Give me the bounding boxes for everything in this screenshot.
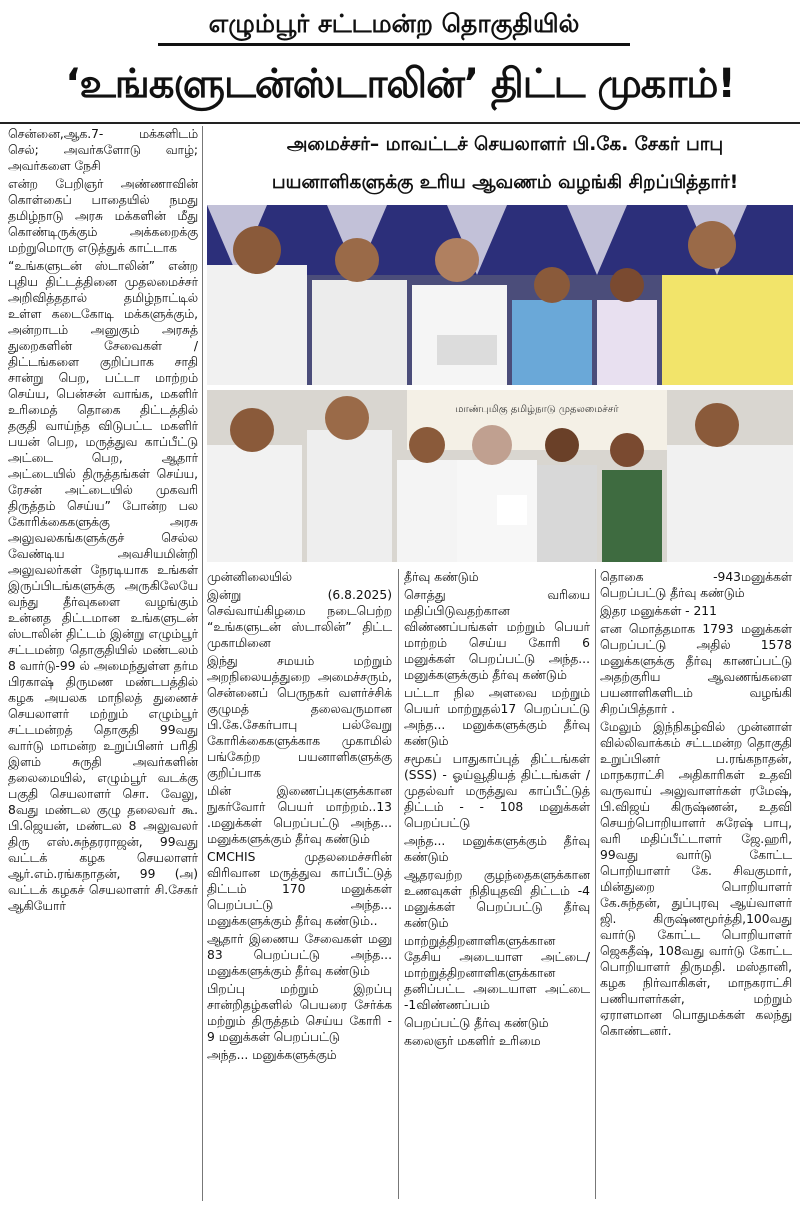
headline-separator	[0, 122, 800, 124]
paragraph: “உங்களுடன் ஸ்டாலின்” என்ற புதிய திட்டத்தினை முதலமைச்சர் அறிவித்ததால் தமிழ்நாட்டில் உள்ள கடைகோடி மக்களுக்கும், அன்றாடம் அனுகும் அரசுத் துறைகளின் சேவைகள் /திட்டங்களை குறிப்பாக சாதி சான்று பெற, பட்டா மாற்றம் செய்ய, பென்சன் வாங்க, மகளிர் உரிமைத் தொகை திட்டத்தில் தகுதி வாய்ந்த விடுபட்ட மகளிர் பயன் பெற, மருத்துவ காப்பீட்டு அட்டை பெற, ஆதார் அட்டையில் திருத்தங்கள் செய்ய, ரேசன் அட்டையில் முகவரி திருத்தம் செய்ய” போன்ற பல கோரிக்கைகளுக்கு அரசு அலுவலகங்களுக்குச் செல்ல வேண்டிய அவசியமின்றி அலுவலர்கள் நேரடியாக உங்கள் இருப்பிடங்களுக்கு அருகிலேயே வந்து தீர்வுகளை வழங்கும் உன்னத திட்டமான உங்களுடன் ஸ்டாலின் திட்டம் இன்று எழும்பூர் சட்டமன்ற தொகுதியில் மண்டலம் 8 வார்டு-99 ல் அமைந்துள்ள தர்ம பிரகாஷ் திருமண மண்டபத்தில் கழக அயலக மாநிலத் துணைச் செயலாளர் மற்றும் எழும்பூர் சட்டமன்றத் தொகுதி 99வது வார்டு மாமன்ற உறுப்பினர் பரிதி இளம் சுருதி அவர்களின் தலைமையில், எழும்பூர் வடக்கு பகுதி செயலாளர் சொ. வேலு, 8வது மண்டல குழு தலைவர் கூ. பி.ஜெயன், மண்டல 8 அலுவலர் திரு எஸ்.சுந்தரராஜன், 99வது வட்டக் கழக செயலாளர் ஆர்.எம்.ரங்கநாதன், 99 (அ) வட்டக் கழகச் செயலாளர் சி.சேகர் ஆகியோர்	[8, 259, 198, 913]
paragraph: மாற்றுத்திறனாளிகளுக்கான தேசிய அடையாள அட்டை/ மாற்றுத்திறனாளிகளுக்கான தனிப்பட்ட அடையாள அட்டை -1விண்ணப்பம்	[404, 934, 590, 1012]
event-photo-1-graphic	[207, 205, 793, 385]
paragraph: பிறப்பு மற்றும் இறப்பு சான்றிதழ்களில் பெயரை சேர்க்க மற்றும் திருத்தம் செய்ய கோரி - 9 மனுக்கள் பெறப்பட்டு	[207, 982, 392, 1044]
article-column-4	[600, 569, 792, 1205]
kicker-underline	[158, 43, 630, 46]
paragraph: மேலும் இந்நிகழ்வில் முன்னாள் வில்லிவாக்கம் சட்டமன்ற தொகுதி உறுப்பினர் ப.ரங்கநாதன், மாநகராட்சி அதிகாரிகள் உதவி வருவாய் அலுவாளர்கள் ரமேஷ், பி.விஜய் கிருஷ்ணன், உதவி செயற்பொறியாளர் சுரேஷ் பாபு, வரி மதிப்பீட்டாளர் ஜே.ஹரி, 99வது வார்டு கோட்ட பொறியாளர் கே. சிவகுமார், மின்துறை பொறியாளர் கே.சுந்தன், துப்புரவு ஆய்வாளர் ஜி. கிருஷ்ணமூர்த்தி,100வது வார்டு கோட்ட பொறியாளர் ஜெகதீஷ், 108வது வார்டு கோட்ட பொறியாளர் திருமதி. மஸ்தானி, கழக நிர்வாகிகள், மாநகராட்சி பணியாளர்கள், மற்றும் ஏராளமான பொதுமக்கள் கலந்து கொண்டனர்.	[600, 720, 792, 1038]
paragraph: சொத்து வரியை மதிப்பிடுவதற்கான விண்ணப்பங்கள் மற்றும் பெயர் மாற்றம் செய்ய கோரி 6 மனுக்கள் பெறப்பட்டு அந்த... மனுக்களுக்கும் தீர்வு கண்டும்	[404, 588, 590, 682]
event-photo-2	[207, 390, 793, 562]
subheadline-1: அமைச்சர்– மாவட்டச் செயலாளர் பி.கே. சேகர் பாபு	[286, 134, 724, 155]
column-divider-1	[202, 126, 203, 1201]
column-divider-3	[595, 569, 596, 1199]
column-divider-2	[398, 569, 399, 1199]
paragraph: CMCHIS முதலமைச்சரின் விரிவான மருத்துவ காப்பீட்டுத் திட்டம் 170 மனுக்கள் பெறப்பட்டு அந்த... மனுக்களுக்கும் தீர்வு கண்டும்..	[207, 850, 392, 928]
article-column-1	[8, 126, 198, 1196]
article-column-2	[207, 569, 392, 1205]
paragraph: என மொத்தமாக 1793 மனுக்கள் பெறப்பட்டு அதில் 1578 மனுக்களுக்கு தீர்வு காணப்பட்டு அதற்குரிய ஆவணங்களை பயனாளிகளிடம் வழங்கி சிறப்பித்தார் .	[600, 622, 792, 716]
paragraph: கலைஞர் மகளிர் உரிமை	[404, 1034, 541, 1048]
photo2-banner-text: மாண்புமிகு தமிழ்நாடு முதலமைச்சர்	[455, 404, 619, 415]
event-photo-2-graphic	[207, 390, 793, 562]
paragraph: சமூகப் பாதுகாப்புத் திட்டங்கள் (SSS) - ஓய்வூதியத் திட்டங்கள் / முதல்வர் மருத்துவ காப்பீட்டுத் திட்டம் - - 108 மனுக்கள் பெறப்பட்டு	[404, 752, 590, 830]
paragraph: ஆதரவற்ற குழந்தைகளுக்கான உணவுகள் நிதியுதவி திட்டம் -4 மனுக்கள் பெறப்பட்டு தீர்வு கண்டும்	[404, 868, 590, 930]
paragraph: இந்து சமயம் மற்றும் அறநிலையத்துறை அமைச்சரும், சென்னைப் பெருநகர் வளர்ச்சிக் குழுமத் தலைவருமான பி.கே.சேகர்பாபு பல்வேறு கோரிக்கைகளுக்காக முகாமில் பங்கேற்ற பயனாளிகளுக்கு குறிப்பாக	[207, 654, 392, 780]
paragraph: என்ற பேறிஞர் அண்ணாவின் கொள்கைப் பாதையில் நமது தமிழ்நாடு அரசு மக்களின் மீது கொண்டிருக்கும் அக்கறைக்கு மற்றுமொரு எடுத்துக் காட்டாக	[8, 177, 198, 255]
paragraph: மின் இணைப்புகளுக்கான நுகர்வோர் பெயர் மாற்றம்..13 .மனுக்கள் பெறப்பட்டு அந்த... மனுக்களுக்கும் தீர்வு கண்டும்	[207, 784, 392, 846]
paragraph: அந்த... மனுக்களுக்கும் தீர்வு கண்டும்	[404, 834, 590, 864]
paragraph: இன்று (6.8.2025) செவ்வாய்கிழமை நடைபெற்ற “உங்களுடன் ஸ்டாலின்” திட்ட முகாமினை	[207, 588, 392, 650]
paragraph: பெறப்பட்டு தீர்வு கண்டும்	[404, 1016, 549, 1030]
paragraph: முன்னிலையில்	[207, 570, 292, 584]
subheadline-2: பயனாளிகளுக்கு உரிய ஆவணம் வழங்கி சிறப்பித்தார்!	[271, 172, 739, 193]
event-photo-1	[207, 205, 793, 385]
article-column-3	[404, 569, 590, 1205]
paragraph: பட்டா நில அளவை மற்றும் பெயர் மாற்றுதல்17 பெறப்பட்டு அந்த... மனுக்களுக்கும் தீர்வு கண்டும்	[404, 686, 590, 748]
paragraph: ஆதார் இணைய சேவைகள் மனு 83 பெறப்பட்டு அந்த... மனுக்களுக்கும் தீர்வு கண்டும்	[207, 932, 392, 978]
paragraph: இதர மனுக்கள் - 211	[600, 604, 717, 618]
paragraph: தொகை -943மனுக்கள் பெறப்பட்டு தீர்வு கண்டும்	[600, 570, 792, 600]
headline: ‘உங்களுடன்ஸ்டாலின்’ திட்ட முகாம்!	[65, 61, 735, 107]
paragraph: சென்னை,ஆக.7- மக்களிடம் செல்; அவர்களோடு வாழ்; அவர்களை நேசி	[8, 127, 198, 173]
kicker-title: எழும்பூர் சட்டமன்ற தொகுதியில்	[208, 9, 580, 38]
paragraph: அந்த... மனுக்களுக்கும்	[207, 1048, 337, 1062]
paragraph: தீர்வு கண்டும்	[404, 570, 479, 584]
